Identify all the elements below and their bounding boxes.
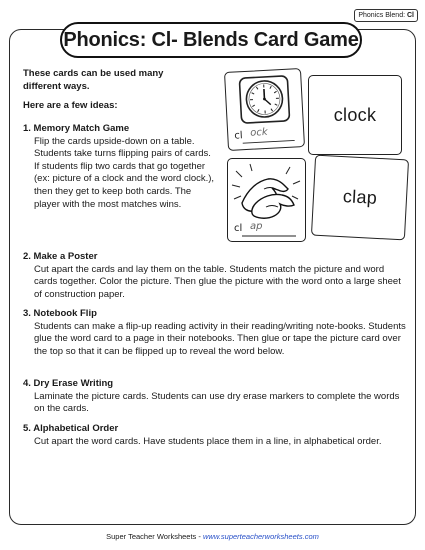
- clap-prefix: cl: [234, 223, 243, 234]
- idea-heading: 1. Memory Match Game: [23, 123, 130, 134]
- idea-body: Cut apart the word cards. Have students place them in a line, in alphabetical order.: [34, 435, 382, 447]
- idea-heading: 4. Dry Erase Writing: [23, 378, 114, 389]
- intro-text: These cards can be used many different ways.: [23, 68, 164, 92]
- clap-picture-card: [227, 158, 306, 242]
- page-title: Phonics: Cl- Blends Card Game: [60, 22, 362, 58]
- clock-word-card: clock: [308, 75, 402, 155]
- ideas-heading: Here are a few ideas:: [23, 100, 118, 111]
- tag-value: Cl: [407, 12, 414, 19]
- footer-text: Super Teacher Worksheets -: [106, 532, 203, 541]
- clock-handwritten-letters: ock: [249, 126, 268, 139]
- idea-body: Cut apart the cards and lay them on the table. Students match the picture and word cards together. Color the picture. Then glue the picture with the word onto a large sheet of construction paper.: [34, 263, 401, 300]
- idea-item-1: [23, 123, 218, 211]
- phonics-blend-tag: [354, 9, 418, 22]
- idea-heading: 5. Alphabetical Order: [23, 423, 119, 434]
- clock-prefix: cl: [234, 130, 243, 142]
- clap-word-card: clap: [311, 155, 409, 241]
- footer-link[interactable]: www.superteacherworksheets.com: [202, 532, 319, 541]
- tag-label: Phonics Blend:: [358, 12, 406, 19]
- clap-handwritten-letters: ap: [250, 221, 263, 232]
- idea-item-5: [23, 423, 407, 448]
- idea-body: Flip the cards upside-down on a table. Students take turns flipping pairs of cards. If students flip two cards that go together (ex: picture of a clock and the word clock.), then they get to keep both cards. The player with the most matches wins.: [34, 135, 215, 210]
- idea-heading: 2. Make a Poster: [23, 251, 98, 262]
- idea-item-3: [23, 308, 407, 358]
- idea-item-4: [23, 378, 407, 416]
- idea-body: Students can make a flip-up reading activity in their reading/writing note-books. Students glue the word card to a page in their notebooks. Then glue or tape the picture card over the top so that it can be flipped up to reveal the word below.: [34, 320, 406, 357]
- idea-heading: 3. Notebook Flip: [23, 308, 97, 319]
- clock-picture-card: [224, 68, 305, 151]
- idea-body: Laminate the picture cards. Students can use dry erase markers to complete the words on the cards.: [34, 390, 400, 415]
- footer: [0, 532, 425, 541]
- idea-item-2: [23, 251, 407, 301]
